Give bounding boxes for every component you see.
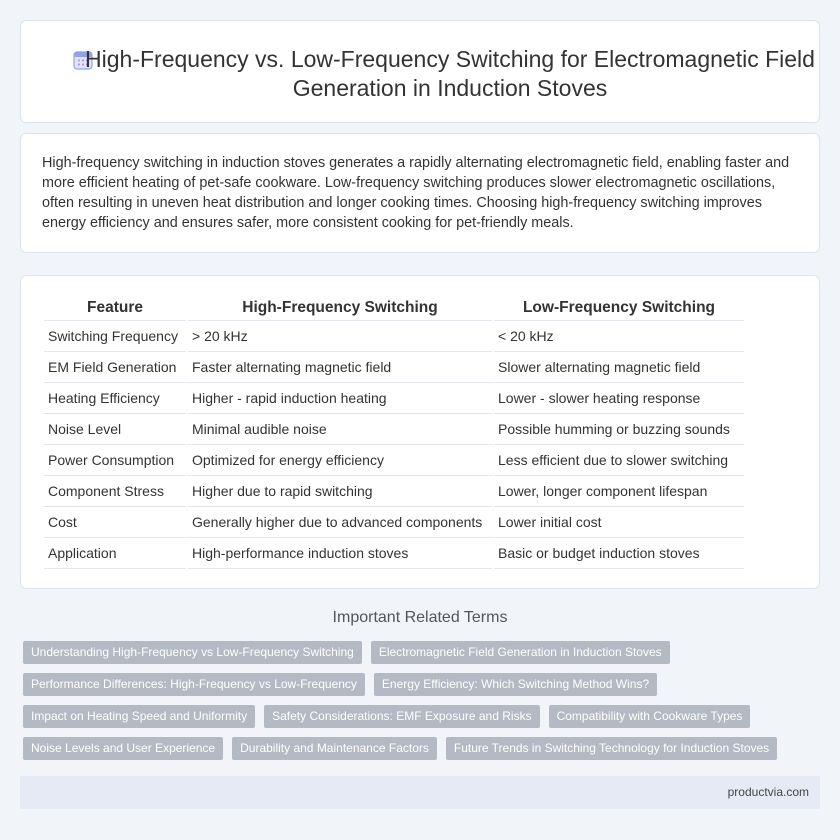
related-term-tag[interactable]: Durability and Maintenance Factors	[232, 737, 437, 760]
high-frequency-cell: Higher due to rapid switching	[188, 476, 492, 507]
low-frequency-cell: Basic or budget induction stoves	[494, 538, 744, 569]
high-frequency-cell: Generally higher due to advanced components	[188, 507, 492, 538]
feature-cell: Switching Frequency	[44, 321, 186, 352]
related-term-tag[interactable]: Future Trends in Switching Technology for Induction Stoves	[446, 737, 777, 760]
footer	[20, 776, 820, 809]
related-term-tag[interactable]: Electromagnetic Field Generation in Induction Stoves	[371, 641, 670, 664]
tag-row	[23, 705, 803, 728]
feature-cell: Noise Level	[44, 414, 186, 445]
table-row	[44, 476, 744, 507]
low-frequency-cell: Lower initial cost	[494, 507, 744, 538]
low-frequency-cell: Possible humming or buzzing sounds	[494, 414, 744, 445]
related-terms-list	[23, 641, 803, 769]
related-term-tag[interactable]: Energy Efficiency: Which Switching Method Wins?	[374, 673, 657, 696]
feature-cell: Heating Efficiency	[44, 383, 186, 414]
table-row	[44, 445, 744, 476]
intro-paragraph: High-frequency switching in induction stoves generates a rapidly alternating electromagnetic field, enabling faster and more efficient heating of pet-safe cookware. Low-frequency switching produces slower electromagnetic oscillations, often resulting in uneven heat distribution and longer cooking times. Choosing high-frequency switching improves energy efficiency and ensures safer, more consistent cooking for pet-friendly meals.	[42, 155, 790, 231]
header-high-frequency: High-Frequency Switching	[188, 294, 492, 321]
high-frequency-cell: Faster alternating magnetic field	[188, 352, 492, 383]
feature-cell: EM Field Generation	[44, 352, 186, 383]
comparison-card	[20, 275, 820, 589]
table-row	[44, 507, 744, 538]
high-frequency-cell: Minimal audible noise	[188, 414, 492, 445]
feature-cell: Power Consumption	[44, 445, 186, 476]
tag-row	[23, 737, 803, 760]
low-frequency-cell: Slower alternating magnetic field	[494, 352, 744, 383]
table-row	[44, 538, 744, 569]
table-row	[44, 414, 744, 445]
table-row	[44, 383, 744, 414]
related-term-tag[interactable]: Compatibility with Cookware Types	[549, 705, 751, 728]
table-row	[44, 352, 744, 383]
feature-cell: Component Stress	[44, 476, 186, 507]
high-frequency-cell: High-performance induction stoves	[188, 538, 492, 569]
related-term-tag[interactable]: Understanding High-Frequency vs Low-Frequency Switching	[23, 641, 362, 664]
table-row	[44, 321, 744, 352]
table-header-row	[44, 294, 744, 321]
feature-cell: Cost	[44, 507, 186, 538]
tag-row	[23, 641, 803, 664]
low-frequency-cell: < 20 kHz	[494, 321, 744, 352]
related-terms-heading: Important Related Terms	[332, 609, 508, 626]
high-frequency-cell: > 20 kHz	[188, 321, 492, 352]
low-frequency-cell: Lower - slower heating response	[494, 383, 744, 414]
title-card	[20, 20, 820, 123]
high-frequency-cell: Optimized for energy efficiency	[188, 445, 492, 476]
tag-row	[23, 673, 803, 696]
related-term-tag[interactable]: Impact on Heating Speed and Uniformity	[23, 705, 255, 728]
related-term-tag[interactable]: Performance Differences: High-Frequency vs Low-Frequency	[23, 673, 365, 696]
header-feature: Feature	[44, 294, 186, 321]
low-frequency-cell: Less efficient due to slower switching	[494, 445, 744, 476]
intro-card	[20, 133, 820, 253]
related-term-tag[interactable]: Noise Levels and User Experience	[23, 737, 223, 760]
page-title: High-Frequency vs. Low-Frequency Switching for Electromagnetic Field Generation in Induction Stoves	[85, 46, 815, 101]
related-term-tag[interactable]: Safety Considerations: EMF Exposure and Risks	[264, 705, 539, 728]
low-frequency-cell: Lower, longer component lifespan	[494, 476, 744, 507]
high-frequency-cell: Higher - rapid induction heating	[188, 383, 492, 414]
site-link[interactable]: productvia.com	[727, 785, 809, 799]
comparison-table	[42, 294, 746, 569]
feature-cell: Application	[44, 538, 186, 569]
header-low-frequency: Low-Frequency Switching	[494, 294, 744, 321]
